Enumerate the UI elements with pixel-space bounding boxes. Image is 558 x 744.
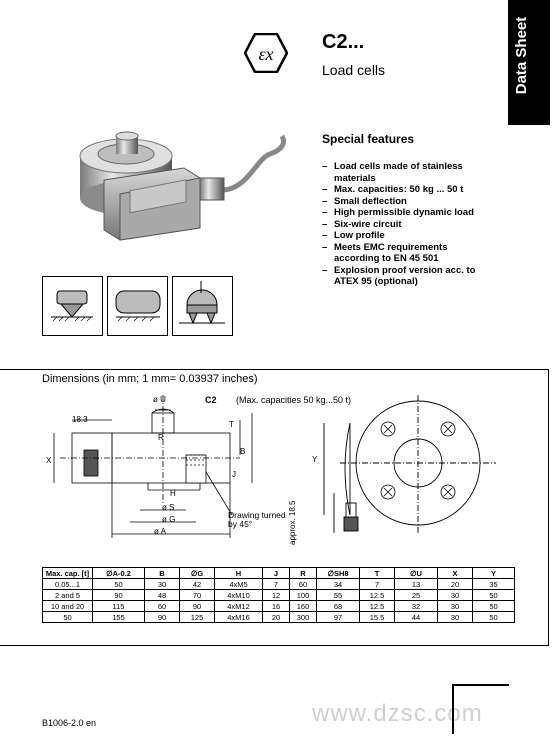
table-cell: 12: [263, 590, 290, 601]
table-cell: 13: [395, 579, 438, 590]
table-cell: 12.5: [360, 601, 395, 612]
table-cell: 7: [263, 579, 290, 590]
dim-u: ø U: [153, 395, 166, 404]
dim-approx: approx. 18.5: [288, 500, 297, 545]
table-cell: 300: [290, 612, 317, 623]
table-cell: 125: [180, 612, 215, 623]
feature-item: – Small deflection: [322, 196, 492, 208]
ex-hexagon-icon: [244, 33, 288, 73]
table-cell: 60: [290, 579, 317, 590]
table-cell: 100: [290, 590, 317, 601]
load-cell-photo: [72, 118, 290, 266]
table-cell: 68: [317, 601, 360, 612]
table-row: [43, 601, 515, 612]
top-view-drawing: [300, 393, 500, 553]
table-cell: 50: [473, 590, 515, 601]
table-cell: 50: [93, 579, 145, 590]
drawing-note-line-2: by 45°: [228, 519, 253, 529]
feature-item: – Meets EMC requirements according to EN 45 501: [322, 242, 492, 265]
table-cell: 15.5: [360, 612, 395, 623]
specs-table: [42, 567, 515, 623]
table-cell: 90: [180, 601, 215, 612]
table-cell: 20: [263, 612, 290, 623]
dim-t: T: [229, 420, 234, 429]
table-cell: 25: [395, 590, 438, 601]
document-code: B1006-2.0 en: [42, 718, 97, 728]
table-cell: 160: [290, 601, 317, 612]
table-cell: 90: [145, 612, 180, 623]
dim-r: R: [158, 433, 164, 442]
data-sheet-label: Data Sheet: [513, 16, 530, 95]
ex-symbol: εx: [258, 44, 274, 64]
feature-item: – Max. capacities: 50 kg ... 50 t: [322, 184, 492, 196]
table-cell: 4xM10: [215, 590, 263, 601]
table-header-row: [43, 568, 515, 579]
dim-s: ø S: [162, 503, 175, 512]
mounting-flat-icon: [107, 276, 168, 336]
table-cell: 4xM5: [215, 579, 263, 590]
table-cell: 32: [395, 601, 438, 612]
table-cell: 44: [395, 612, 438, 623]
table-cell: 20: [438, 579, 473, 590]
table-cell: 35: [473, 579, 515, 590]
table-row: [43, 612, 515, 623]
table-cell: 4xM12: [215, 601, 263, 612]
mounting-pendulum-icon: [172, 276, 233, 336]
feature-item: – Explosion proof version acc. to ATEX 95 (optional): [322, 265, 492, 288]
table-cell: 30: [438, 612, 473, 623]
features-list: [322, 161, 492, 288]
header-cell: ∅U: [395, 568, 438, 579]
dim-j: J: [232, 470, 236, 479]
table-cell: 42: [180, 579, 215, 590]
dim-g: ø G: [162, 515, 176, 524]
table-cell: 60: [145, 601, 180, 612]
header-cell: Y: [473, 568, 515, 579]
feature-item: – Load cells made of stainless materials: [322, 161, 492, 184]
table-cell: 50: [43, 612, 93, 623]
header-cell: ∅SH8: [317, 568, 360, 579]
watermark: www.dzsc.com: [312, 700, 483, 727]
table-cell: 97: [317, 612, 360, 623]
header-cell: Max. cap. [t]: [43, 568, 93, 579]
table-cell: 16: [263, 601, 290, 612]
feature-item: – Low profile: [322, 230, 492, 242]
dim-x: X: [46, 456, 52, 465]
dimensions-title: Dimensions (in mm; 1 mm= 0.03937 inches): [42, 373, 258, 385]
table-cell: 90: [93, 590, 145, 601]
table-cell: 30: [438, 590, 473, 601]
header-cell: B: [145, 568, 180, 579]
drawing-note-line-1: Drawing turned: [228, 510, 286, 520]
mounting-cone-icon: [42, 276, 103, 336]
feature-item: – Six-wire circuit: [322, 219, 492, 231]
feature-item: – High permissible dynamic load: [322, 207, 492, 219]
header-cell: J: [263, 568, 290, 579]
capacity-note: (Max. capacities 50 kg...50 t): [236, 395, 352, 405]
header-cell: ∅A-0.2: [93, 568, 145, 579]
table-cell: 12.5: [360, 590, 395, 601]
special-features-title: Special features: [322, 132, 415, 146]
table-row: [43, 579, 515, 590]
product-subtitle: Load cells: [322, 62, 386, 78]
table-cell: 0.05...1: [43, 579, 93, 590]
dim-y: Y: [312, 455, 318, 464]
table-row: [43, 590, 515, 601]
table-cell: 30: [145, 579, 180, 590]
model-label: C2: [205, 395, 217, 405]
table-cell: 70: [180, 590, 215, 601]
product-title: C2...: [322, 31, 365, 53]
table-cell: 50: [473, 612, 515, 623]
header-cell: H: [215, 568, 263, 579]
header-cell: ∅G: [180, 568, 215, 579]
header-cell: X: [438, 568, 473, 579]
table-cell: 4xM16: [215, 612, 263, 623]
table-cell: 2 and 5: [43, 590, 93, 601]
table-cell: 48: [145, 590, 180, 601]
table-cell: 7: [360, 579, 395, 590]
table-cell: 55: [317, 590, 360, 601]
corner-logo-box: [452, 684, 509, 734]
dim-h: H: [170, 489, 176, 498]
table-cell: 34: [317, 579, 360, 590]
drawing-note: [228, 511, 286, 529]
dim-b: B: [240, 447, 246, 456]
dim-18-3: 18.3: [72, 415, 88, 424]
table-cell: 115: [93, 601, 145, 612]
header-cell: R: [290, 568, 317, 579]
table-cell: 155: [93, 612, 145, 623]
table-cell: 10 and 20: [43, 601, 93, 612]
table-cell: 30: [438, 601, 473, 612]
header-cell: T: [360, 568, 395, 579]
table-cell: 50: [473, 601, 515, 612]
dim-a: ø A: [154, 527, 167, 536]
